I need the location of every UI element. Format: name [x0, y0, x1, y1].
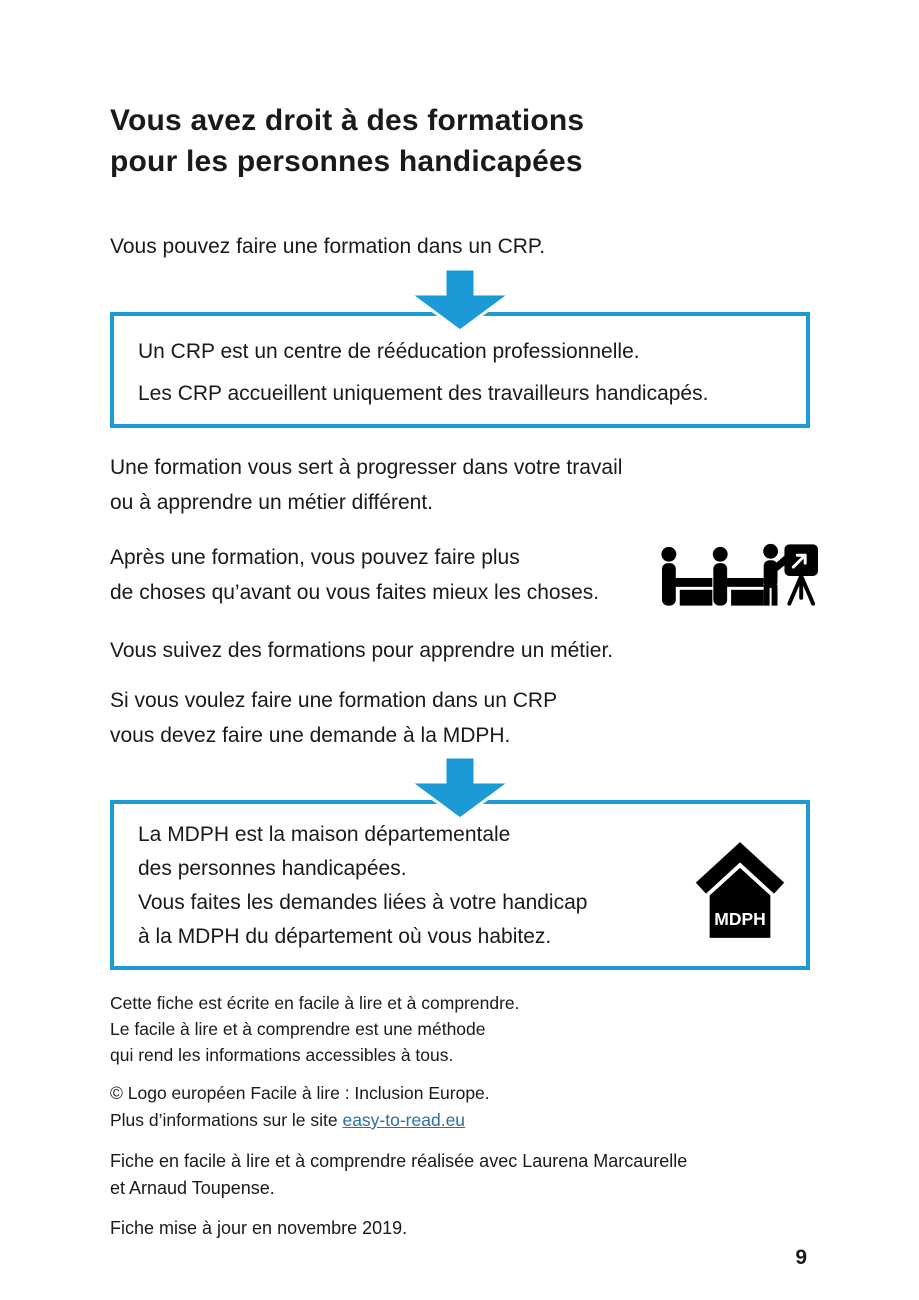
easy-to-read-link[interactable]: easy-to-read.eu [342, 1110, 466, 1130]
mdph-box-line3: Vous faites les demandes liées à votre handicap [138, 891, 588, 914]
after-training-row [110, 536, 810, 613]
request-line2: vous devez faire une demande à la MDPH. [110, 724, 511, 747]
more-info-prefix: Plus d’informations sur le site [110, 1110, 343, 1130]
request-line1: Si vous voulez faire une formation dans un CRP [110, 689, 558, 712]
page-title-line1: Vous avez droit à des formations [110, 104, 585, 137]
easy-read-line1: Cette fiche est écrite en facile à lire et à comprendre. [110, 993, 520, 1013]
credits-line2: et Arnaud Toupense. [110, 1178, 275, 1198]
down-arrow-1 [110, 268, 810, 332]
after-line2: de choses qu’avant ou vous faites mieux les choses. [110, 580, 600, 604]
mdph-house-label: MDPH [714, 908, 766, 929]
after-line1: Après une formation, vous pouvez faire plus [110, 545, 520, 569]
page-title [110, 0, 810, 182]
credits-line1: Fiche en facile à lire et à comprendre réalisée avec Laurena Marcaurelle [110, 1151, 688, 1171]
crp-box-line1: Un CRP est un centre de rééducation professionnelle. [138, 340, 640, 363]
purpose-line1: Une formation vous sert à progresser dans votre travail [110, 456, 623, 479]
intro-text: Vous pouvez faire une formation dans un CRP. [110, 235, 546, 258]
purpose-paragraph [110, 450, 810, 520]
down-arrow-icon [408, 756, 512, 820]
down-arrow-2 [110, 756, 810, 820]
mdph-box-line2: des personnes handicapées. [138, 857, 407, 880]
crp-box-line2: Les CRP accueillent uniquement des travailleurs handicapés. [138, 382, 709, 405]
mdph-box-line1: La MDPH est la maison départementale [138, 823, 511, 846]
mdph-box-text [138, 818, 587, 954]
easy-read-line2: Le facile à lire et à comprendre est une méthode [110, 1019, 486, 1039]
updated-text: Fiche mise à jour en novembre 2019. [110, 1218, 408, 1238]
request-paragraph [110, 683, 810, 753]
easy-read-line3: qui rend les informations accessibles à tous. [110, 1045, 454, 1065]
intro-paragraph [110, 229, 810, 264]
down-arrow-icon [408, 268, 512, 332]
credits-note [110, 1148, 810, 1202]
after-training-paragraph [110, 540, 599, 610]
copyright-note [110, 1080, 810, 1134]
mdph-box-line4: à la MDPH du département où vous habitez. [138, 925, 552, 948]
learn-job-text: Vous suivez des formations pour apprendre un métier. [110, 639, 614, 662]
easy-read-note [110, 990, 810, 1068]
classroom-icon [660, 542, 818, 613]
page-number: 9 [795, 1246, 807, 1269]
learn-job-paragraph [110, 633, 810, 668]
updated-note [110, 1215, 810, 1241]
page-title-line2: pour les personnes handicapées [110, 145, 583, 178]
copyright-text: © Logo européen Facile à lire : Inclusion Europe. [110, 1083, 490, 1103]
purpose-line2: ou à apprendre un métier différent. [110, 491, 433, 514]
mdph-definition-box [110, 800, 810, 970]
mdph-house-icon [694, 840, 786, 945]
